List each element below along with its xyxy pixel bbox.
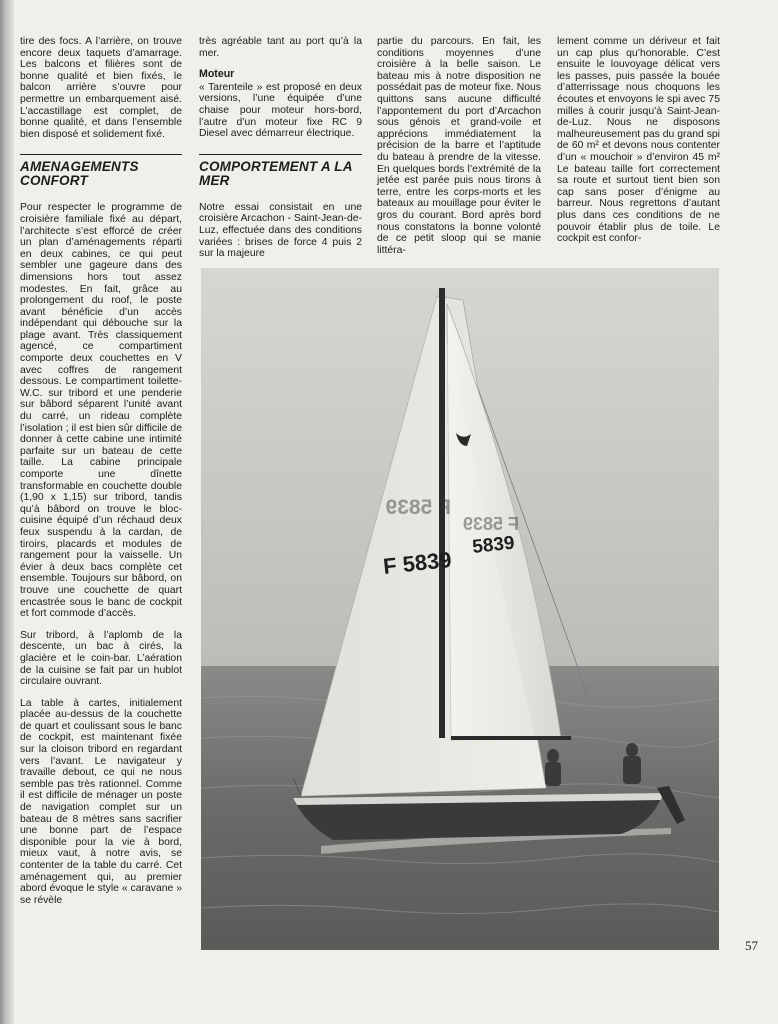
page-number: 57 [745,938,758,953]
paragraph: lement comme un dériveur et fait un cap plus qu’honorable. C’est ensuite le louvoyage délicat vers les passes, puis passée la bouée d’atterrissage nous choquons les écoutes et envoyons le spi avec 75 milles à courir jusqu’à Saint-Jean-de-Luz. Nous ne disposons malheureusement pas du grand spi de 60 m² et devons nous contenter d’un « mouchoir » d’environ 45 m² Le bateau taille fort correctement sa route et surtout tient bien son cap sans poser d’énigme au barreur. Nous regrettons d’autant plus dans ces conditions de ne pouvoir établir plus de toile. Le cockpit est confor- [557,36,720,245]
paragraph: Sur tribord, à l’aplomb de la descente, un bac à cirés, la glacière et le coin-bar. L’aération de la cuisine se fait par un hublot circulaire ouvrant. [20,629,182,688]
sail-number-main: F 5839 [381,546,453,579]
subheading-moteur: Moteur [199,68,235,81]
text-column-3 [377,36,541,256]
heading-rule [20,154,182,155]
heading-rule [199,154,362,155]
sailboat-illustration [201,268,719,950]
paragraph: Notre essai consistait en une croisière Arcachon - Saint-Jean-de-Luz, effectuée dans des conditions variées : brises de force 4 puis 2 sur la majeure [199,201,362,260]
sail-number-mirrored: F 5839 [385,496,451,519]
sail-number-genoa-mirrored: F 5839 [462,514,519,534]
sailboat-photo [201,268,719,950]
paragraph: très agréable tant au port qu’à la mer. [199,36,362,59]
paragraph: tire des focs. A l’arrière, on trouve encore deux taquets d’amarrage. Les balcons et filières sont de bonne qualité et bien fixés, le balcon arrière s’ouvre pour permettre un embarquement aisé. L’accastillage est complet, de bonne qualité, et dans l’ensemble bien disposé et solidement fixé. [20,36,182,140]
section-heading-block [20,154,182,188]
section-heading-block [199,154,362,188]
sail-number-genoa: 5839 [471,532,516,558]
binding-shadow [0,0,14,1024]
paragraph: partie du parcours. En fait, les conditions moyennes d’une croisière à la belle saison. Le bateau mis à notre disposition ne possédait pas de moteur fixe. Nous quittons sans aucune difficulté l’appontement du port d’Arcachon sous génois et grand-voile et apprécions immédiatement la précision de la barre et l’aptitude du bateau à prendre de la vitesse. En quelques bords l’extrémité de la jetée est parée puis nous tirons à terre, entre les corps-morts et les bateaux au mouillage pour éviter le gros du courant. Bord après bord nous constatons la bonne volonté de ce petit sloop qui se manie littéra- [377,36,541,256]
section-heading-amenagements: AMENAGEMENTS CONFORT [20,159,139,189]
text-column-2 [199,36,362,260]
paragraph: Pour respecter le programme de croisière familiale fixé au départ, l’architecte s’est efforcé de créer un plan d’aménagements réparti en deux cabines, ce qui peut sembler une gageure dans des dimensions hors tout assez modestes. En fait, grâce au prolongement du roof, le poste avant bénéficie d’un accès indépendant qui débouche sur la plage avant. Très classiquement agencé, ce compartiment comporte deux couchettes en V avec coffres de rangement dessous. Le compartiment toilette-W.C. sur tribord et une penderie sur bâbord séparent l’unité avant du carré, un rideau complète l’isolation ; il est bien sûr difficile de donner à cette cabine une intimité parfaite sur un bateau de cette taille. La cabine principale comporte une dînette transformable en couchette double (1,90 x 1,15) sur tribord, tandis qu’à bâbord on trouve le bloc-cuisine équipé d’un réchaud deux feux suspendu à la cardan, de tiroirs, placards et modules de rangement pour la vaisselle. Un évier à deux bacs complète cet ensemble. Toujours sur bâbord, on trouve une couchette de quart encastrée sous le banc de cockpit et fort commode d’accès. [20,202,182,620]
text-column-1 [20,36,182,906]
paragraph: La table à cartes, initialement placée au-dessus de la couchette de quart et coulissant sous le banc de cockpit, est maintenant fixée sur la cloison tribord en regardant vers l’avant. Le navigateur y travaille debout, ce qui ne nous semble pas très rationnel. Comme il est difficile de ménager un poste de navigation complet sur un bateau de 8 mètres sans sacrifier une bonne part de l’espace disponible pour la vie à bord, mieux vaut, à notre avis, se contenter de la table du carré. Cet aménagement qui, au premier abord évoque le style « caravane » se révèle [20,697,182,906]
paragraph: « Tarenteile » est proposé en deux versions, l’une équipée d’une chaise pour moteur hors-bord, l’autre d’un moteur fixe RC 9 Diesel avec démarreur électrique. [199,81,362,140]
text-column-4 [557,36,720,245]
section-heading-comportement: COMPORTEMENT A LA MER [199,158,353,188]
